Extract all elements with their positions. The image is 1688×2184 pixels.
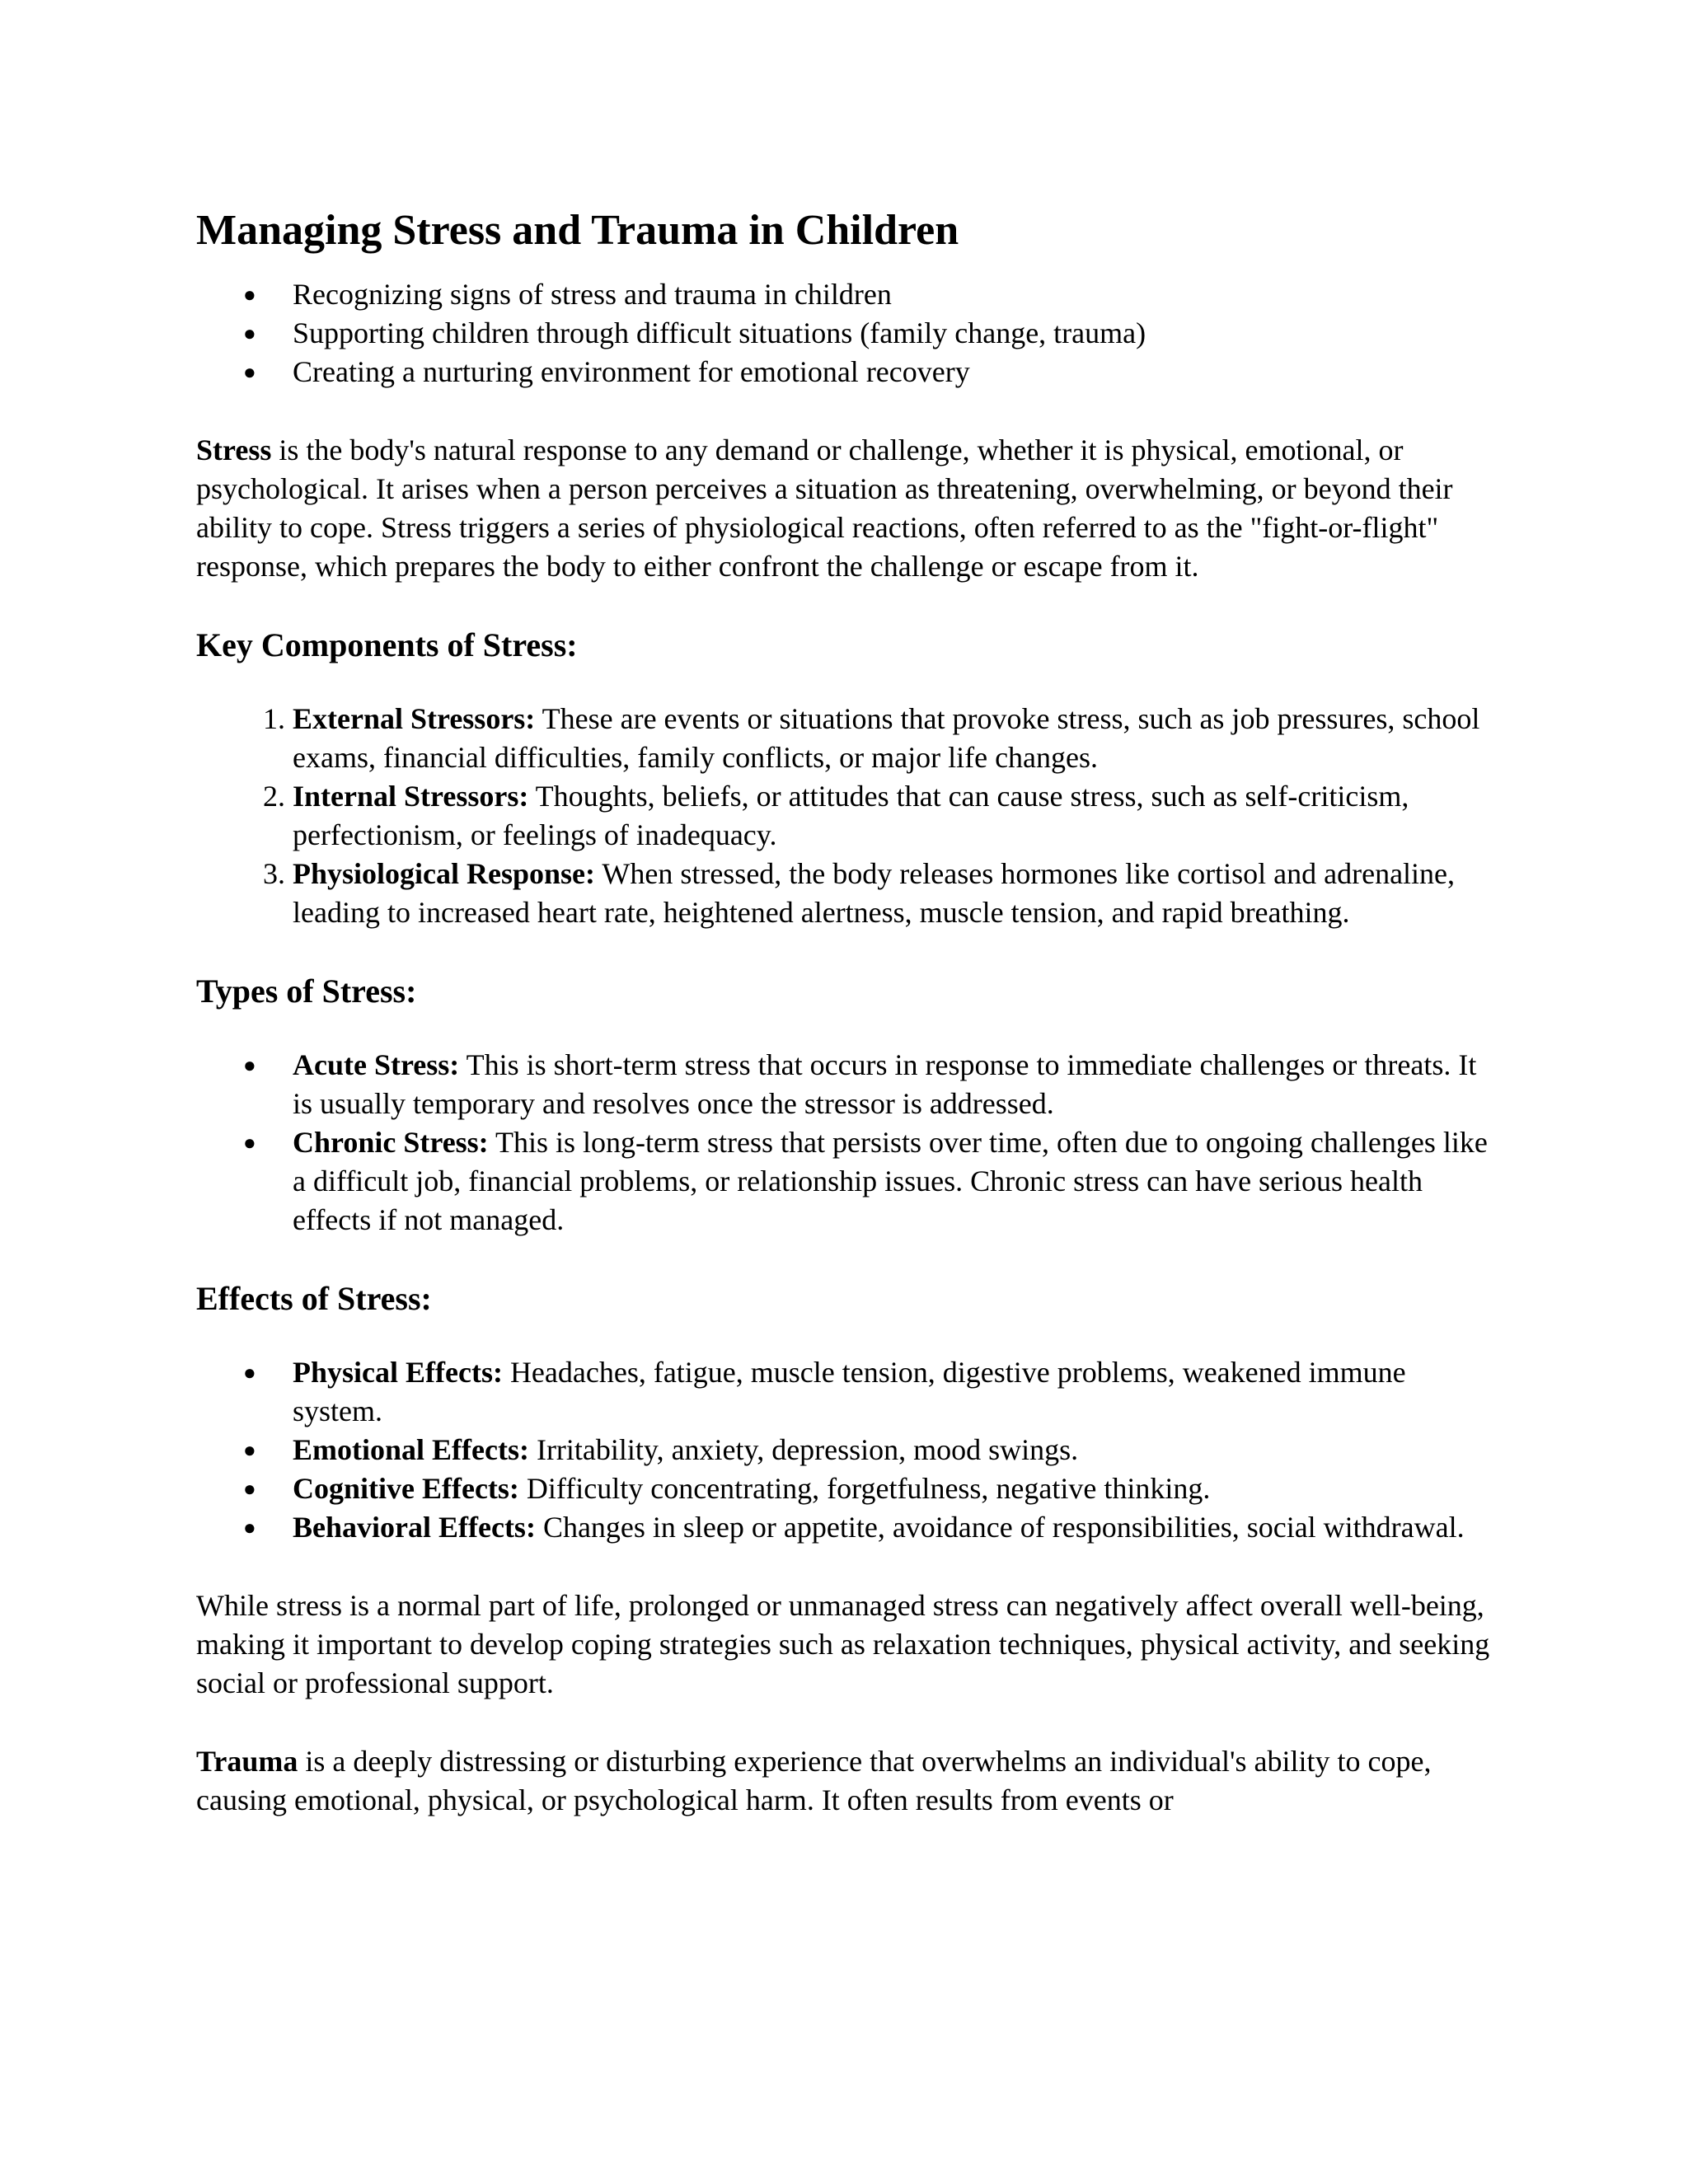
stress-term: Stress <box>196 434 272 466</box>
intro-bullet-list <box>196 275 1498 391</box>
list-item-text: When stressed, the body releases hormones like cortisol and adrenaline, leading to increased heart rate, heightened alertness, muscle tension, and rapid breathing. <box>293 857 1456 929</box>
stress-definition-text: is the body's natural response to any demand or challenge, whether it is physical, emotional, or psychological. It arises when a person perceives a situation as threatening, overwhelming, or beyond their ability to cope. Stress triggers a series of physiological reactions, often referred to as the "fight-or-flight" response, which prepares the body to either confront the challenge or escape from it. <box>196 434 1453 583</box>
list-item <box>293 1123 1498 1240</box>
stress-definition-paragraph <box>196 431 1498 586</box>
list-item-label: Physiological Response: <box>293 857 596 890</box>
list-item-text: Headaches, fatigue, muscle tension, digestive problems, weakened immune system. <box>293 1356 1406 1427</box>
list-item-text: Difficulty concentrating, forgetfulness, negative thinking. <box>518 1472 1211 1505</box>
list-item-label: Chronic Stress: <box>293 1126 489 1159</box>
list-item <box>293 1469 1498 1508</box>
list-item-label: Internal Stressors: <box>293 780 529 813</box>
key-components-heading: Key Components of Stress: <box>196 626 578 663</box>
list-item <box>293 777 1498 855</box>
trauma-definition-paragraph <box>196 1742 1498 1820</box>
list-item-text: This is long-term stress that persists over time, often due to ongoing challenges like a difficult job, financial problems, or relationship issues. Chronic stress can have serious health effects if not managed. <box>293 1126 1488 1236</box>
list-item-label: Behavioral Effects: <box>293 1511 536 1544</box>
list-item-label: Physical Effects: <box>293 1356 503 1389</box>
list-item-label: External Stressors: <box>293 702 536 735</box>
trauma-term: Trauma <box>196 1745 298 1778</box>
page-title: Managing Stress and Trauma in Children <box>196 207 959 254</box>
list-item-text: This is short-term stress that occurs in response to immediate challenges or threats. It is usually temporary and resolves once the stressor is addressed. <box>293 1048 1477 1120</box>
list-item <box>293 1431 1498 1469</box>
list-item <box>293 1508 1498 1547</box>
list-item: ● Creating a nurturing environment for emotional recovery <box>293 353 1498 391</box>
list-item: ● Supporting children through difficult situations (family change, trauma) <box>293 314 1498 353</box>
list-item-text: Changes in sleep or appetite, avoidance of responsibilities, social withdrawal. <box>535 1511 1465 1544</box>
list-item <box>293 1046 1498 1123</box>
list-item-text: Irritability, anxiety, depression, mood swings. <box>528 1433 1079 1466</box>
list-item <box>293 1353 1498 1431</box>
document-page <box>196 206 1498 1859</box>
coping-paragraph: While stress is a normal part of life, prolonged or unmanaged stress can negatively affect overall well-being, making it important to develop coping strategies such as relaxation techniques, physical activity, and seeking social or professional support. <box>196 1589 1490 1699</box>
list-item-text: Thoughts, beliefs, or attitudes that can cause stress, such as self-criticism, perfectionism, or feelings of inadequacy. <box>293 780 1409 851</box>
trauma-definition-text: is a deeply distressing or disturbing experience that overwhelms an individual's ability to cope, causing emotional, physical, or psychological harm. It often results from events or <box>196 1745 1432 1816</box>
types-of-stress-list <box>196 1046 1498 1240</box>
list-item <box>293 700 1498 777</box>
list-item-label: Cognitive Effects: <box>293 1472 519 1505</box>
list-item-label: Emotional Effects: <box>293 1433 529 1466</box>
list-item: ● Recognizing signs of stress and trauma in children <box>293 275 1498 314</box>
list-item-label: Acute Stress: <box>293 1048 460 1081</box>
effects-of-stress-heading: Effects of Stress: <box>196 1280 432 1317</box>
list-item <box>293 855 1498 932</box>
list-item-text: These are events or situations that provoke stress, such as job pressures, school exams, financial difficulties, family conflicts, or major life changes. <box>293 702 1480 774</box>
types-of-stress-heading: Types of Stress: <box>196 972 417 1010</box>
effects-of-stress-list <box>196 1353 1498 1547</box>
key-components-list <box>196 700 1498 932</box>
